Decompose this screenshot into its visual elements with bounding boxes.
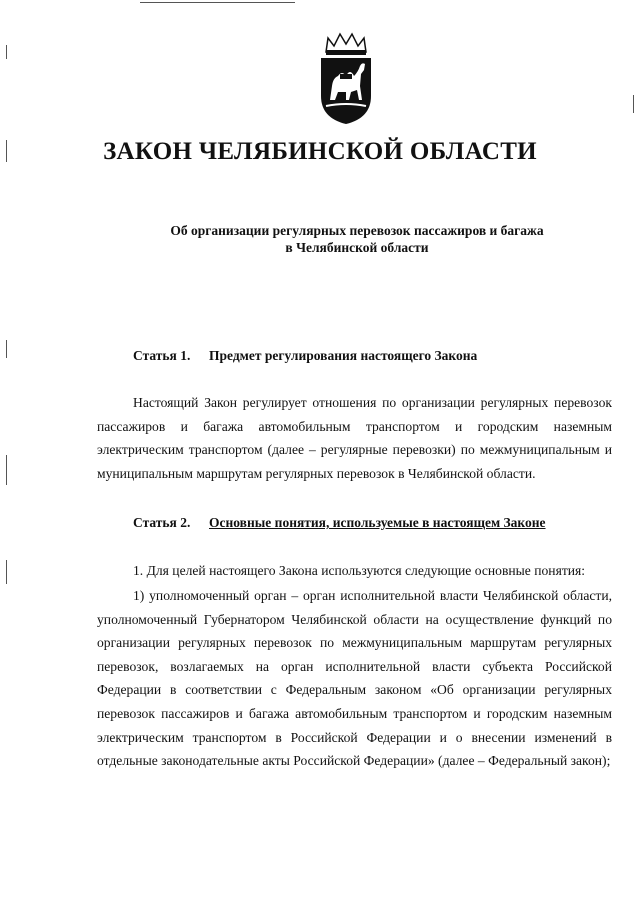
article-2-paragraph-2: 1) уполномоченный орган – орган исполнительной власти Челябинской области, уполномоченный Губернатором Челябинской области на осуществление функций по организации регулярных перевозок по межмуниципальным маршрутам регулярных перевозок, возлагаемых на орган исполнительной власти субъекта Российской Федерации в соответствии с Федеральным законом «Об организации регулярных перевозок пассажиров и багажа автомобильным транспортом и городским наземным электрическим транспортом в Российской Федерации и о внесении изменений в отдельные законодательные акты Российской Федерации» (далее – Федеральный закон); — [97, 588, 612, 769]
scan-artifact-right — [633, 95, 634, 113]
law-subtitle-line-1: Об организации регулярных перевозок пассажиров и багажа — [170, 223, 544, 238]
scan-artifact-left — [6, 455, 7, 485]
scan-artifact-left — [6, 560, 7, 584]
article-1-number: Статья 1. — [133, 348, 191, 363]
article-1-heading — [133, 348, 477, 364]
law-title: ЗАКОН ЧЕЛЯБИНСКОЙ ОБЛАСТИ — [103, 138, 537, 165]
law-subtitle-line-2: в Челябинской области — [285, 240, 429, 255]
article-2-heading — [133, 515, 546, 531]
article-1-text: Настоящий Закон регулирует отношения по организации регулярных перевозок пассажиров и багажа автомобильным транспортом и городским наземным электрическим транспортом (далее – регулярные перевозки) по межмуниципальным и муниципальным маршрутам регулярных перевозок в Челябинской области. — [97, 395, 612, 481]
scan-artifact-top — [140, 2, 295, 3]
coat-of-arms-emblem — [318, 30, 374, 126]
article-2-title: Основные понятия, используемые в настоящем Законе — [209, 515, 546, 530]
article-2-paragraph-1: 1. Для целей настоящего Закона используются следующие основные понятия: — [133, 563, 586, 578]
law-subtitle — [0, 222, 640, 256]
article-2-number: Статья 2. — [133, 515, 191, 530]
scan-artifact-left — [6, 45, 7, 59]
article-1-title: Предмет регулирования настоящего Закона — [209, 348, 478, 363]
scan-artifact-left — [6, 340, 7, 358]
